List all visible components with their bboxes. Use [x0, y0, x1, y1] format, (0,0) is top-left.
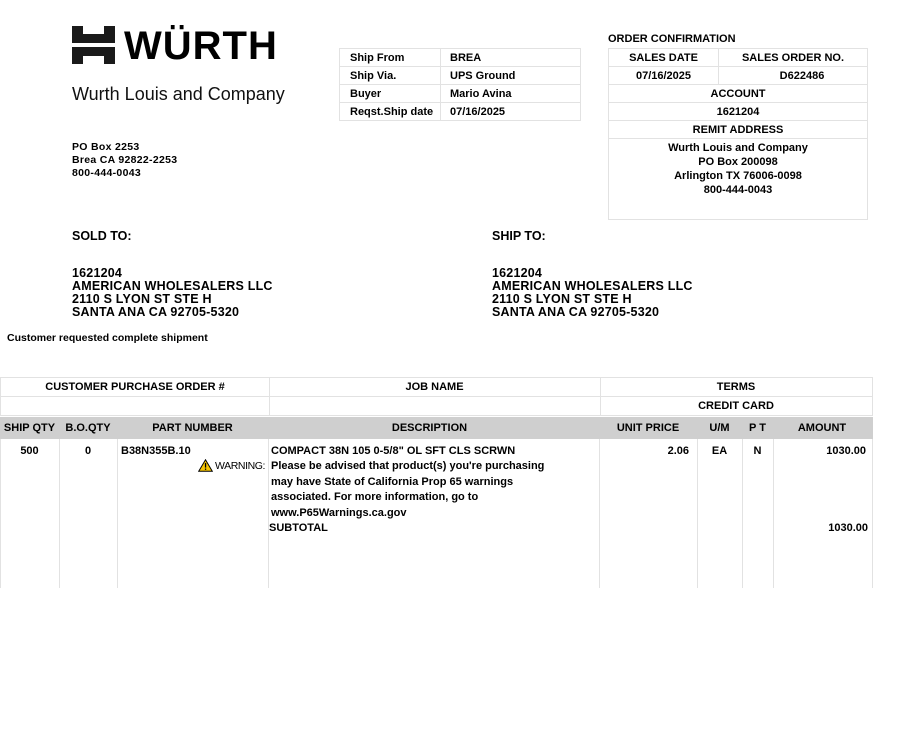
col-part-number: PART NUMBER [152, 422, 233, 434]
remit-address-line: PO Box 200098 [698, 156, 778, 168]
ship-to-label: SHIP TO: [492, 229, 546, 243]
ship-from-value: BREA [441, 49, 581, 67]
sales-value-row [609, 67, 867, 85]
col-amount: AMOUNT [797, 422, 847, 434]
unit-price-value: 2.06 [667, 445, 689, 457]
order-confirmation-title: ORDER CONFIRMATION [608, 33, 736, 45]
order-confirmation-box [608, 48, 868, 220]
sold-to-line: SANTA ANA CA 92705-5320 [72, 305, 240, 319]
terms-label: TERMS [716, 381, 756, 393]
col-description: DESCRIPTION [391, 422, 468, 434]
reqst-ship-date-value: 07/16/2025 [441, 103, 581, 121]
warning-label: WARNING: [215, 460, 266, 472]
sold-to-address [72, 267, 273, 319]
buyer-label: Buyer [340, 85, 441, 103]
table-row [340, 49, 581, 67]
description-value: COMPACT 38N 105 0-5/8" OL SFT CLS SCRWN [271, 445, 516, 457]
part-number-value: B38N355B.10 [121, 445, 191, 457]
ship-info-table [339, 48, 581, 121]
sold-to-line: 1621204 [72, 266, 123, 280]
company-name: Wurth Louis and Company [72, 84, 285, 104]
terms-value: CREDIT CARD [698, 399, 774, 412]
sold-to-line: AMERICAN WHOLESALERS LLC [72, 279, 273, 293]
ship-qty-value: 500 [20, 445, 39, 457]
subtotal-value: 1030.00 [828, 522, 868, 534]
remit-address [609, 141, 867, 197]
ship-to-line: 2110 S LYON ST STE H [492, 292, 632, 306]
pt-value: N [753, 445, 762, 457]
buyer-value: Mario Avina [441, 85, 581, 103]
shipment-note: Customer requested complete shipment [7, 332, 208, 344]
um-value: EA [711, 445, 728, 457]
warning-line: www.P65Warnings.ca.gov [271, 506, 407, 519]
ship-to-line: AMERICAN WHOLESALERS LLC [492, 279, 693, 293]
remit-address-line: Wurth Louis and Company [668, 142, 808, 154]
remit-address-line: 800-444-0043 [703, 184, 773, 196]
warning-icon [198, 459, 213, 472]
po-header-row [0, 377, 873, 397]
prop65-warning [271, 459, 561, 521]
remit-address-line: Arlington TX 76006-0098 [674, 170, 802, 182]
return-address-line: 800-444-0043 [72, 167, 141, 179]
column-header-row [0, 417, 873, 439]
sales-header-row [609, 49, 867, 67]
warning-line: Please be advised that product(s) you're purchasing [271, 460, 545, 472]
ship-via-label: Ship Via. [340, 67, 441, 85]
sold-to-label: SOLD TO: [72, 229, 132, 243]
table-row [340, 67, 581, 85]
ship-to-line: SANTA ANA CA 92705-5320 [492, 305, 660, 319]
sales-order-value: D622486 [779, 70, 825, 82]
return-address-line: PO Box 2253 [72, 141, 140, 153]
warning-line: may have State of California Prop 65 warnings [271, 475, 514, 488]
sales-date-label: SALES DATE [609, 49, 719, 67]
sales-date-value: 07/16/2025 [609, 67, 719, 85]
subtotal-label: SUBTOTAL [269, 522, 328, 534]
po-label: CUSTOMER PURCHASE ORDER # [45, 381, 225, 393]
ship-to-line: 1621204 [492, 266, 543, 280]
po-value-row [0, 396, 873, 416]
account-label: ACCOUNT [609, 85, 867, 103]
col-pt: P T [749, 422, 766, 434]
remit-address-label: REMIT ADDRESS [609, 121, 867, 139]
amount-value: 1030.00 [826, 445, 866, 457]
ship-from-label: Ship From [340, 49, 441, 67]
bo-qty-value: 0 [84, 445, 92, 457]
account-value: 1621204 [609, 103, 867, 121]
col-unit-price: UNIT PRICE [616, 422, 680, 434]
sales-order-label: SALES ORDER NO. [741, 52, 845, 64]
brand-wordmark: WÜRTH [124, 24, 278, 68]
reqst-ship-date-label: Reqst.Ship date [340, 103, 441, 121]
table-row [340, 85, 581, 103]
return-address-line: Brea CA 92822-2253 [72, 154, 178, 166]
ship-via-value: UPS Ground [441, 67, 581, 85]
table-row [340, 103, 581, 121]
col-bo-qty: B.O.QTY [65, 422, 111, 434]
col-um: U/M [709, 422, 730, 434]
warning-line: associated. For more information, go to [271, 491, 479, 503]
job-name-label: JOB NAME [405, 381, 464, 393]
col-ship-qty: SHIP QTY [3, 422, 56, 434]
ship-to-address [492, 267, 693, 319]
return-address [72, 141, 177, 180]
sold-to-line: 2110 S LYON ST STE H [72, 292, 212, 306]
